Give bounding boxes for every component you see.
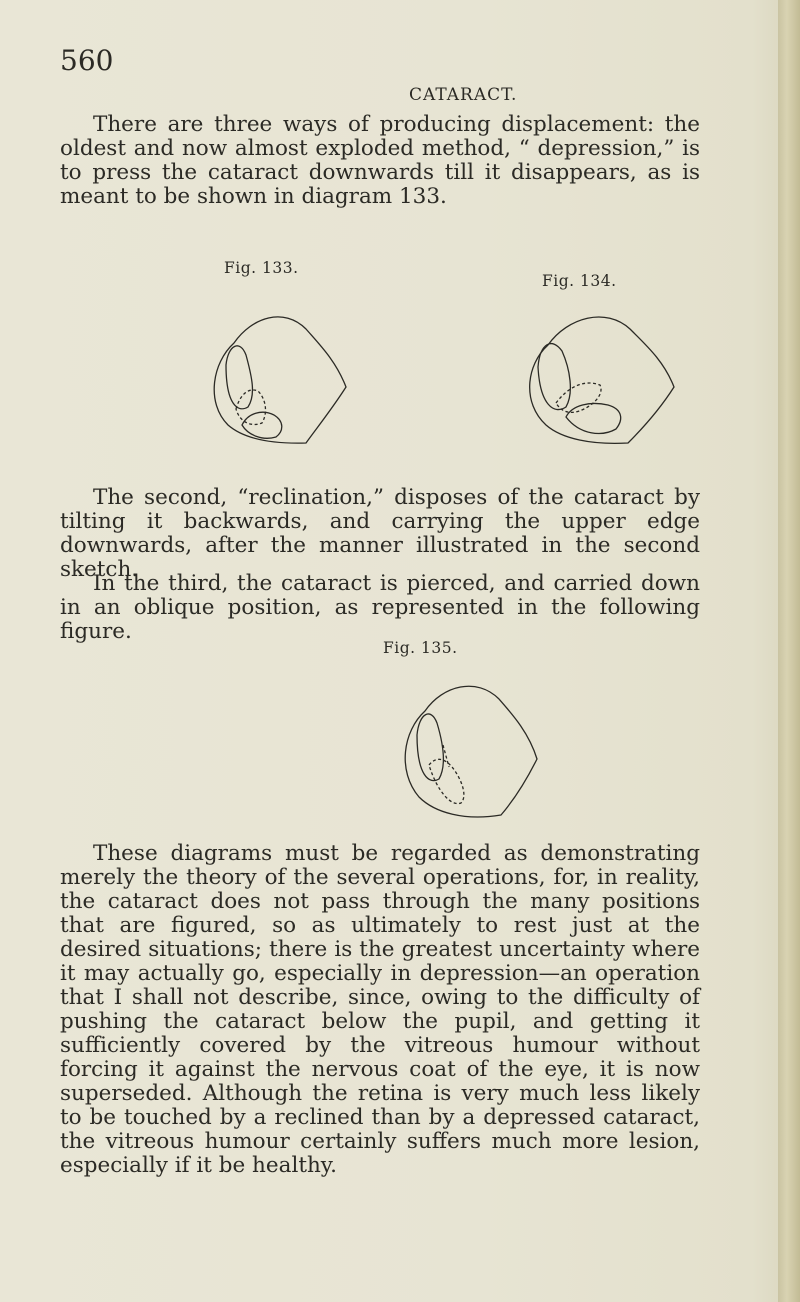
figure-133-diagram — [196, 305, 356, 447]
cataract-original — [226, 346, 252, 409]
paragraph-reclination: The second, “reclination,” disposes of the cataract by tilting it backwards, and carrying the upper edge downwards, after the manner illustrated in the second sketch. — [60, 485, 700, 582]
cataract-reclined — [566, 404, 621, 434]
eye-outline — [530, 317, 674, 443]
cataract-oblique — [429, 759, 464, 803]
page-edge — [778, 0, 800, 1302]
paragraph-third-method: In the third, the cataract is pierced, and carried down in an oblique position, as represented in the following figure. — [60, 571, 700, 644]
figure-133-caption: Fig. 133. — [224, 259, 299, 277]
cataract-original — [538, 344, 570, 410]
cataract-intermediate — [236, 390, 265, 424]
cataract-tilting — [556, 383, 601, 412]
cataract-original — [417, 714, 443, 781]
page-number: 560 — [60, 44, 114, 77]
figure-134-caption: Fig. 134. — [542, 272, 617, 290]
paragraph-summary: These diagrams must be regarded as demonstrating merely the theory of the several operations, for, in reality, the cataract does not pass through the many positions that are figured, so as ultimately to rest just at the desired situations; there is the greatest uncertainty where it may actually go, especially in depression—an operation that I shall not describe, since, owing to the difficulty of pushing the cataract below the pupil, and getting it sufficiently covered by the vitreous humour without forcing it against the nervous coat of the eye, it is now superseded. Although the retina is very much less likely to be touched by a reclined than by a depressed cataract, the vitreous humour certainly suffers much more lesion, especially if it be healthy. — [60, 841, 700, 1178]
paragraph-displacement: There are three ways of producing displacement: the oldest and now almost exploded method, “ depression,” is to press the cataract downwards till it disappears, as is meant to be shown in diagram 133. — [60, 112, 700, 209]
eye-outline — [214, 317, 346, 443]
figure-134-diagram — [512, 305, 682, 447]
figure-135-diagram — [385, 675, 545, 823]
cataract-depressed — [242, 412, 282, 438]
figure-135-caption: Fig. 135. — [383, 639, 458, 657]
eye-outline — [405, 686, 537, 817]
running-head: CATARACT. — [409, 85, 518, 105]
